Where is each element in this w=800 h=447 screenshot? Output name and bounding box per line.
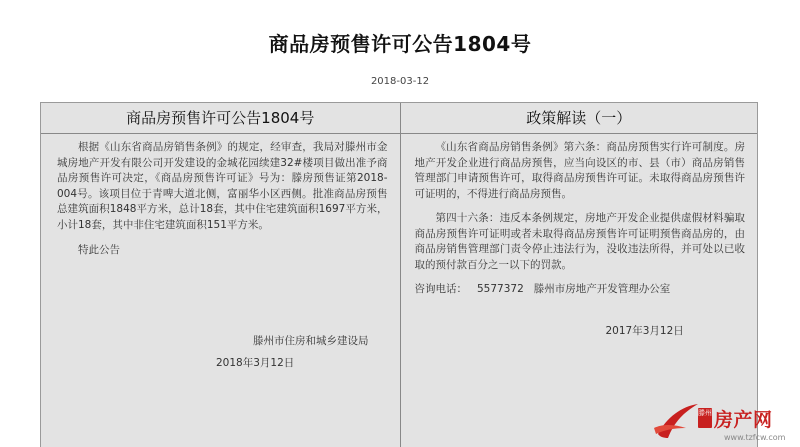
policy-date: 2017年3月12日 [605, 325, 684, 337]
swoosh-logo-icon [652, 398, 702, 442]
issue-date: 2018年3月12日 [216, 357, 295, 369]
policy-article-46: 第四十六条：违反本条例规定，房地产开发企业提供虚假材料骗取商品房预售许可证明或者未取得商品房预售许可证明预售商品房的，由商品房销售管理部门责令停止违法行为，没收违法所得，并可处以已收取的预付款百分之一以下的罚款。 [414, 212, 745, 271]
policy-panel [401, 103, 758, 447]
policy-article-6: 《山东省商品房销售条例》第六条：商品房预售实行许可制度。房地产开发企业进行商品房预售，应当向设区的市、县（市）商品房销售管理部门申请预售许可，取得商品房预售许可证。未取得商品房预售许可证明的，不得进行商品房预售。 [414, 141, 745, 200]
watermark-url: www.tzfcw.com [724, 433, 786, 442]
notice-heading: 商品房预售许可公告1804号 [41, 103, 400, 134]
contact-phone: 5577372 [477, 283, 524, 295]
notice-closing: 特此公告 [78, 244, 120, 256]
contact-label: 咨询电话： [414, 283, 467, 295]
notice-body: 根据《山东省商品房销售条例》的规定，经审查，我局对滕州市金城房地产开发有限公司开发建设的金城花园续建32#楼项目做出准予商品房预售许可决定，《商品房预售许可证》号为：滕房预售证第2018-004号。该项目位于青啤大道北侧，富丽华小区西侧。批准商品房预售总建筑面积1848平方米，总计18套，其中住宅建筑面积1697平方米，小计18套，其中非住宅建筑面积151平方米。 [57, 141, 388, 231]
issuer-name: 滕州市住房和城乡建设局 [253, 335, 369, 347]
publish-date: 2018-03-12 [370, 76, 430, 87]
policy-heading: 政策解读（一） [401, 103, 758, 134]
contact-org: 滕州市房地产开发管理办公室 [533, 283, 671, 295]
watermark-brand: 房产网 [714, 409, 773, 431]
paragraph-gap [415, 202, 746, 211]
notice-board [40, 102, 758, 447]
site-watermark [652, 398, 800, 447]
watermark-city: 滕州 [698, 408, 712, 428]
notice-panel [41, 103, 401, 447]
contact-line [415, 281, 746, 296]
page-title: 商品房预售许可公告1804号 [268, 32, 532, 56]
